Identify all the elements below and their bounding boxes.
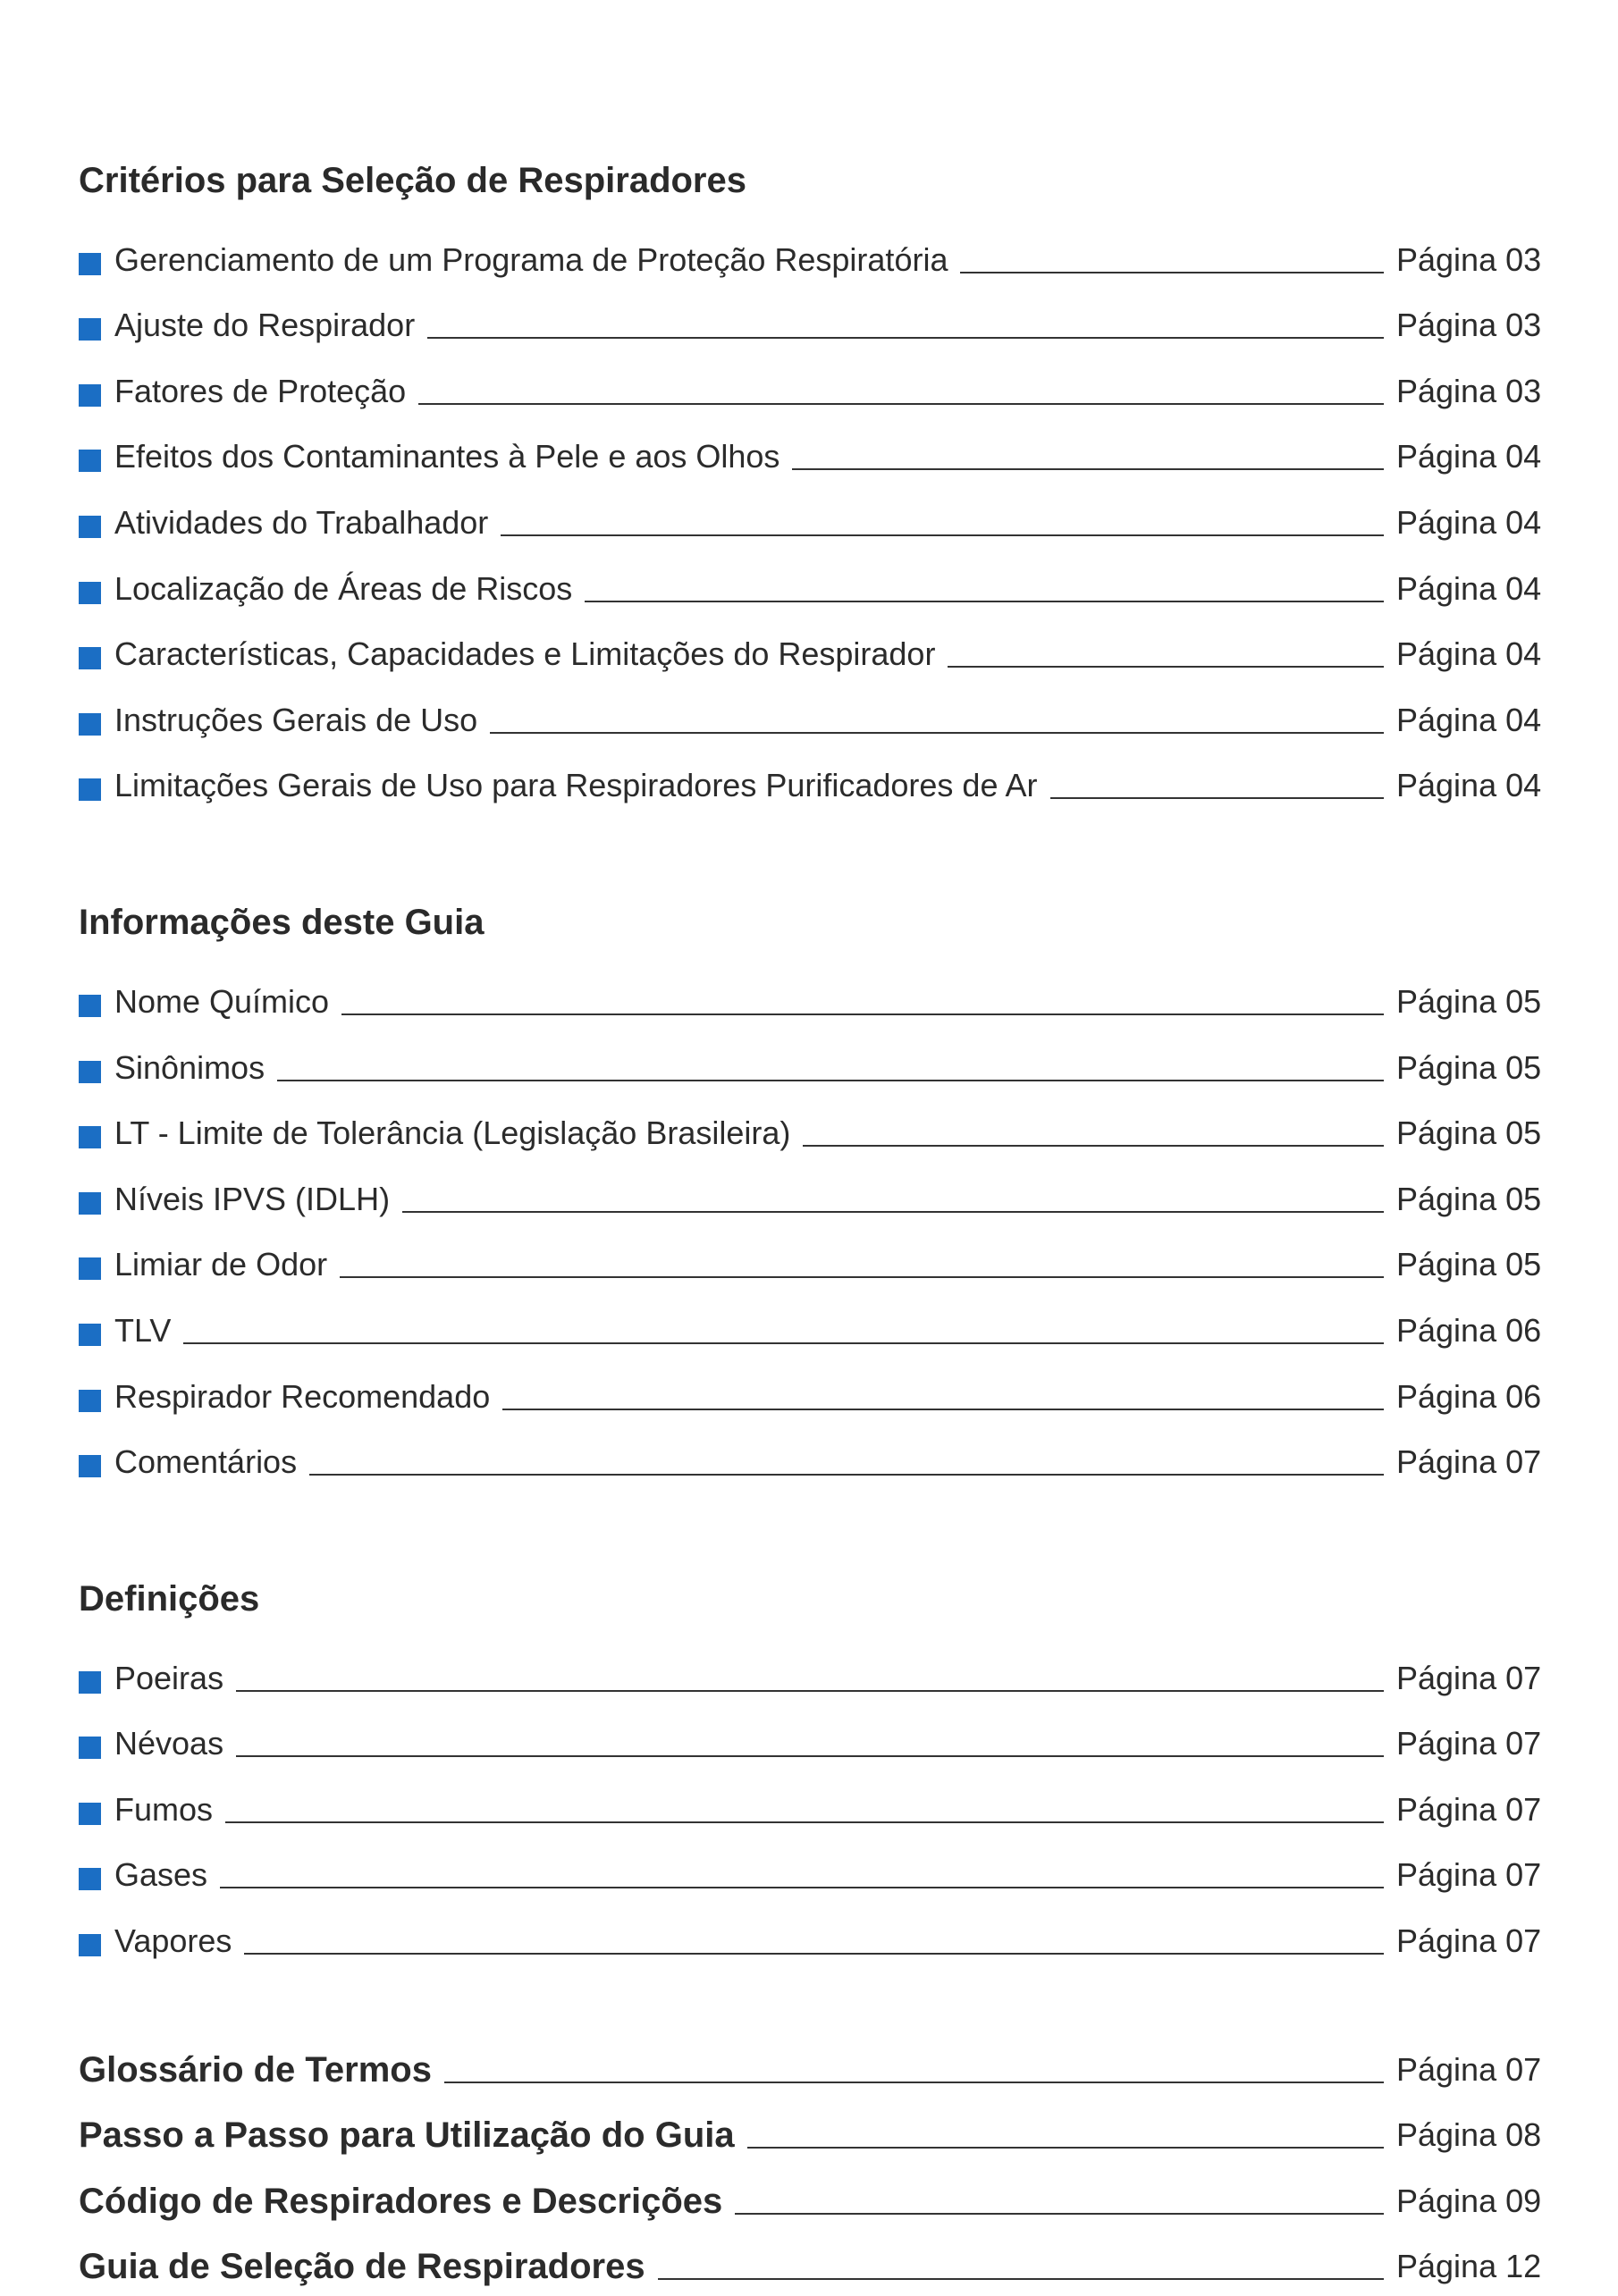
- entry-page: Página 05: [1396, 1246, 1542, 1283]
- entry-page: Página 04: [1396, 438, 1542, 475]
- leader-line: [183, 1342, 1384, 1344]
- toc-entry[interactable]: [79, 1905, 1545, 1971]
- section-title: Informações deste Guia: [79, 903, 485, 943]
- leader-line: [1050, 797, 1385, 799]
- leader-line: [792, 468, 1384, 470]
- toc-entry[interactable]: [79, 1426, 1545, 1493]
- entry-page: Página 05: [1396, 1048, 1542, 1086]
- square-bullet-icon: [79, 1671, 101, 1694]
- toc-main-entry[interactable]: [79, 2165, 1545, 2231]
- square-bullet-icon: [79, 1390, 101, 1412]
- toc-entry[interactable]: [79, 750, 1545, 816]
- leader-line: [502, 1409, 1384, 1410]
- toc-entry[interactable]: [79, 618, 1545, 685]
- leader-line: [427, 337, 1384, 339]
- leader-line: [948, 666, 1384, 668]
- entry-label: Níveis IPVS (IDLH): [114, 1180, 391, 1217]
- toc-main-entry[interactable]: [79, 2033, 1545, 2099]
- square-bullet-icon: [79, 1737, 101, 1759]
- leader-line: [244, 1953, 1384, 1955]
- toc-section-informacoes: [79, 896, 1545, 1492]
- leader-line: [225, 1821, 1384, 1823]
- leader-line: [340, 1276, 1384, 1278]
- entry-label: LT - Limite de Tolerância (Legislação Brasileira): [114, 1114, 791, 1152]
- entry-page: Página 07: [1396, 1856, 1542, 1894]
- leader-line: [960, 272, 1384, 273]
- square-bullet-icon: [79, 1126, 101, 1148]
- square-bullet-icon: [79, 1868, 101, 1890]
- entry-page: Página 06: [1396, 1311, 1542, 1349]
- toc-entry[interactable]: [79, 421, 1545, 487]
- entry-label: Ajuste do Respirador: [114, 307, 416, 344]
- leader-line: [418, 403, 1384, 405]
- entry-label: Gerenciamento de um Programa de Proteção Respiratória: [114, 240, 948, 278]
- toc-entry[interactable]: [79, 355, 1545, 421]
- entry-label: Características, Capacidades e Limitações do Respirador: [114, 635, 936, 673]
- entry-label: Comentários: [114, 1443, 298, 1481]
- leader-line: [236, 1755, 1384, 1757]
- main-entry-label: Guia de Seleção de Respiradores: [79, 2247, 645, 2287]
- square-bullet-icon: [79, 1803, 101, 1825]
- square-bullet-icon: [79, 1061, 101, 1083]
- toc-entry[interactable]: [79, 1031, 1545, 1098]
- toc-entry[interactable]: [79, 965, 1545, 1031]
- toc-main-entry[interactable]: [79, 2231, 1545, 2296]
- leader-line: [309, 1474, 1384, 1476]
- toc-entry[interactable]: [79, 1360, 1545, 1426]
- entry-label: Efeitos dos Contaminantes à Pele e aos Olhos: [114, 438, 780, 475]
- leader-line: [236, 1690, 1384, 1692]
- toc-entry[interactable]: [79, 1708, 1545, 1774]
- leader-line: [658, 2278, 1384, 2280]
- table-of-contents: [79, 154, 1545, 2296]
- leader-line: [277, 1080, 1384, 1081]
- leader-line: [220, 1887, 1384, 1888]
- entry-page: Página 04: [1396, 503, 1542, 541]
- toc-entry[interactable]: [79, 290, 1545, 356]
- square-bullet-icon: [79, 647, 101, 669]
- toc-entry[interactable]: [79, 684, 1545, 750]
- entry-page: Página 07: [1396, 1922, 1542, 1960]
- entry-label: TLV: [114, 1311, 172, 1349]
- square-bullet-icon: [79, 778, 101, 801]
- toc-section-criterios: [79, 154, 1545, 815]
- entry-label: Poeiras: [114, 1659, 224, 1696]
- toc-entry[interactable]: [79, 1098, 1545, 1164]
- entry-label: Limitações Gerais de Uso para Respiradores Purificadores de Ar: [114, 767, 1038, 804]
- square-bullet-icon: [79, 1934, 101, 1956]
- entry-label: Vapores: [114, 1922, 232, 1960]
- entry-label: Sinônimos: [114, 1048, 265, 1086]
- entry-page: Página 05: [1396, 1114, 1542, 1152]
- toc-main-entry[interactable]: [79, 2099, 1545, 2166]
- entry-label: Limiar de Odor: [114, 1246, 328, 1283]
- entry-page: Página 08: [1396, 2116, 1542, 2154]
- square-bullet-icon: [79, 1257, 101, 1280]
- square-bullet-icon: [79, 318, 101, 341]
- toc-section-definicoes: [79, 1572, 1545, 1971]
- entry-label: Localização de Áreas de Riscos: [114, 569, 573, 607]
- toc-entry[interactable]: [79, 1642, 1545, 1708]
- main-entry-label: Código de Respiradores e Descrições: [79, 2181, 723, 2221]
- entry-label: Instruções Gerais de Uso: [114, 701, 478, 738]
- toc-entry[interactable]: [79, 1773, 1545, 1839]
- toc-entry[interactable]: [79, 486, 1545, 552]
- entry-page: Página 03: [1396, 307, 1542, 344]
- toc-main-entries: [79, 2033, 1545, 2296]
- square-bullet-icon: [79, 450, 101, 472]
- entry-page: Página 04: [1396, 569, 1542, 607]
- entry-page: Página 07: [1396, 1725, 1542, 1762]
- square-bullet-icon: [79, 1324, 101, 1346]
- entry-page: Página 03: [1396, 372, 1542, 409]
- entry-label: Respirador Recomendado: [114, 1377, 491, 1415]
- toc-entry[interactable]: [79, 223, 1545, 290]
- entry-page: Página 04: [1396, 701, 1542, 738]
- square-bullet-icon: [79, 995, 101, 1017]
- entry-page: Página 12: [1396, 2248, 1542, 2285]
- entry-page: Página 05: [1396, 982, 1542, 1020]
- entry-page: Página 07: [1396, 1443, 1542, 1481]
- entry-page: Página 09: [1396, 2182, 1542, 2219]
- square-bullet-icon: [79, 713, 101, 736]
- entry-page: Página 05: [1396, 1180, 1542, 1217]
- leader-line: [444, 2082, 1384, 2083]
- entry-label: Nome Químico: [114, 982, 330, 1020]
- leader-line: [501, 534, 1384, 536]
- entry-page: Página 04: [1396, 635, 1542, 673]
- entry-label: Fumos: [114, 1790, 214, 1828]
- leader-line: [585, 601, 1384, 602]
- entry-page: Página 04: [1396, 767, 1542, 804]
- square-bullet-icon: [79, 1455, 101, 1477]
- toc-entry[interactable]: [79, 1839, 1545, 1905]
- entry-page: Página 07: [1396, 2050, 1542, 2088]
- main-entry-label: Glossário de Termos: [79, 2049, 432, 2090]
- square-bullet-icon: [79, 253, 101, 275]
- entry-label: Gases: [114, 1856, 208, 1894]
- toc-entry[interactable]: [79, 552, 1545, 618]
- toc-entry[interactable]: [79, 1163, 1545, 1229]
- leader-line: [747, 2147, 1384, 2149]
- leader-line: [735, 2213, 1384, 2215]
- leader-line: [341, 1013, 1384, 1015]
- square-bullet-icon: [79, 1192, 101, 1215]
- section-title: Critérios para Seleção de Respiradores: [79, 161, 746, 200]
- main-entry-label: Passo a Passo para Utilização do Guia: [79, 2115, 735, 2156]
- toc-entry[interactable]: [79, 1229, 1545, 1295]
- entry-page: Página 03: [1396, 240, 1542, 278]
- leader-line: [490, 732, 1384, 734]
- entry-label: Névoas: [114, 1725, 224, 1762]
- entry-label: Atividades do Trabalhador: [114, 503, 489, 541]
- square-bullet-icon: [79, 384, 101, 407]
- square-bullet-icon: [79, 582, 101, 604]
- entry-page: Página 07: [1396, 1659, 1542, 1696]
- section-title: Definições: [79, 1579, 260, 1619]
- entry-page: Página 06: [1396, 1377, 1542, 1415]
- leader-line: [402, 1211, 1384, 1213]
- toc-entry[interactable]: [79, 1294, 1545, 1360]
- entry-label: Fatores de Proteção: [114, 372, 407, 409]
- entry-page: Página 07: [1396, 1790, 1542, 1828]
- square-bullet-icon: [79, 516, 101, 538]
- leader-line: [803, 1145, 1384, 1147]
